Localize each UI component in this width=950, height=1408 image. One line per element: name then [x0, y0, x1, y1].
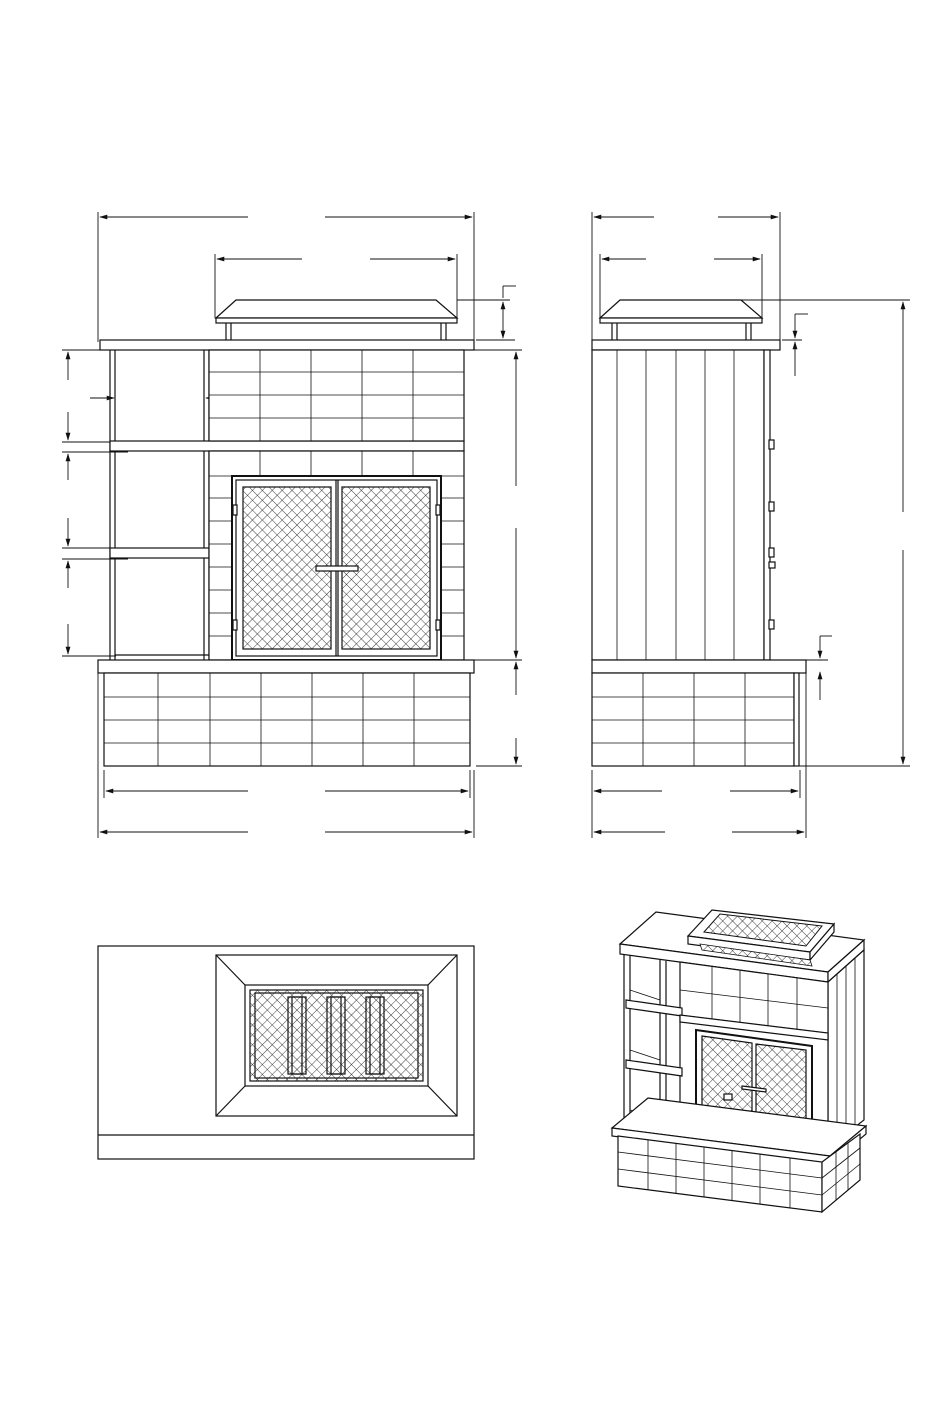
front-top-slab [100, 340, 474, 350]
isometric-view [612, 910, 866, 1212]
side-base-masonry [592, 673, 799, 766]
side-chimney-cap [600, 300, 762, 340]
front-base-masonry [104, 673, 470, 766]
front-elevation [62, 212, 522, 838]
top-plan-burner-slots [288, 997, 384, 1074]
front-base-slab [98, 660, 474, 673]
side-elevation [592, 212, 910, 838]
front-fireplace-doors [232, 476, 441, 660]
side-siding-panel [592, 350, 775, 660]
side-top-slab [592, 340, 780, 350]
top-plan [98, 946, 474, 1159]
front-chimney-cap [216, 300, 457, 340]
side-base-slab [592, 660, 806, 673]
